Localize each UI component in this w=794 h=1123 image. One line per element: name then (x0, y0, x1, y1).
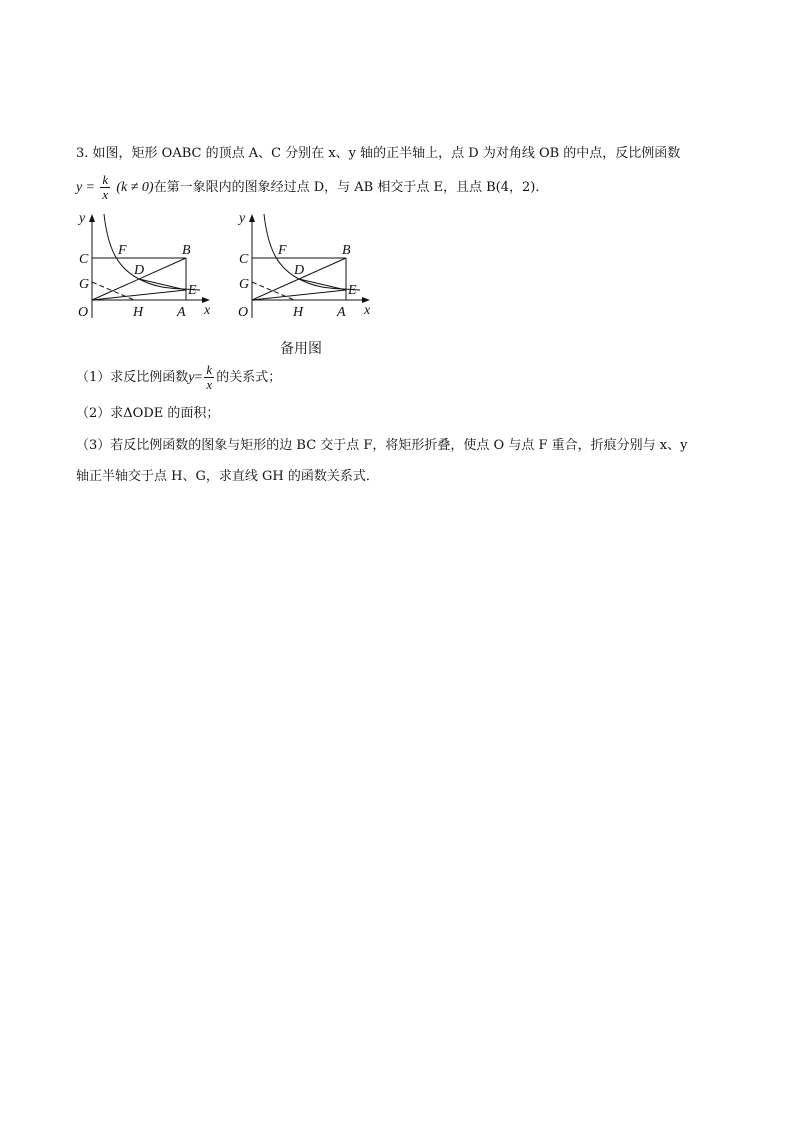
segment-oe (252, 290, 346, 300)
label-d: D (134, 263, 145, 278)
label-y: y (239, 211, 246, 226)
fraction-denominator: x (102, 187, 109, 202)
q1-fraction (204, 363, 214, 392)
label-x: x (364, 303, 371, 318)
label-a: A (177, 305, 186, 320)
func-y: y (76, 180, 83, 195)
question-1-prefix: （1）求反比例函数 (76, 370, 189, 385)
label-e: E (348, 283, 357, 298)
label-o: O (238, 305, 249, 320)
problem-line-2 (76, 172, 548, 204)
question-1 (76, 362, 281, 394)
label-f: F (118, 243, 127, 258)
label-e: E (188, 283, 197, 298)
question-3-line-1: （3）若反比例函数的图象与矩形的边 BC 交于点 F，将矩形折叠，使点 O 与点 F 重合，折痕分别与 x、y (76, 438, 688, 453)
label-b: B (342, 243, 351, 258)
q1-fraction-denominator: x (206, 377, 213, 392)
y-axis-arrow (249, 214, 255, 222)
problem-line-2-text: 在第一象限内的图象经过点 D，与 AB 相交于点 E，且点 B(4，2)． (153, 180, 549, 195)
label-h: H (133, 305, 144, 320)
figure-backup (236, 210, 376, 330)
label-c: C (79, 252, 89, 267)
label-g: G (239, 277, 250, 292)
label-g: G (79, 277, 90, 292)
q1-fraction-numerator: k (206, 362, 213, 377)
label-y: y (79, 211, 86, 226)
fraction-numerator: k (102, 172, 109, 187)
label-d: D (294, 263, 305, 278)
fraction-k-over-x (100, 173, 110, 202)
figure-caption: 备用图 (280, 341, 322, 357)
question-2: （2）求ΔODE 的面积； (76, 406, 220, 421)
label-x: x (204, 303, 211, 318)
label-b: B (182, 243, 191, 258)
figure-main (76, 210, 216, 330)
q1-func-y: y (188, 370, 195, 385)
problem-line-1: 3. 如图，矩形 OABC 的顶点 A、C 分别在 x、y 轴的正半轴上，点 D 为对角线 OB 的中点，反比例函数 (76, 146, 681, 161)
question-3-line-2: 轴正半轴交于点 H、G，求直线 GH 的函数关系式． (76, 469, 379, 484)
label-c: C (239, 252, 249, 267)
q1-func-eq: = (194, 370, 203, 385)
label-f: F (278, 243, 287, 258)
label-h: H (293, 305, 304, 320)
func-eq: = (86, 180, 95, 195)
segment-oe (92, 290, 186, 300)
question-1-suffix: 的关系式； (216, 370, 282, 385)
label-a: A (337, 305, 346, 320)
func-condition: (k ≠ 0) (116, 180, 154, 195)
y-axis-arrow (89, 214, 95, 222)
label-o: O (78, 305, 89, 320)
